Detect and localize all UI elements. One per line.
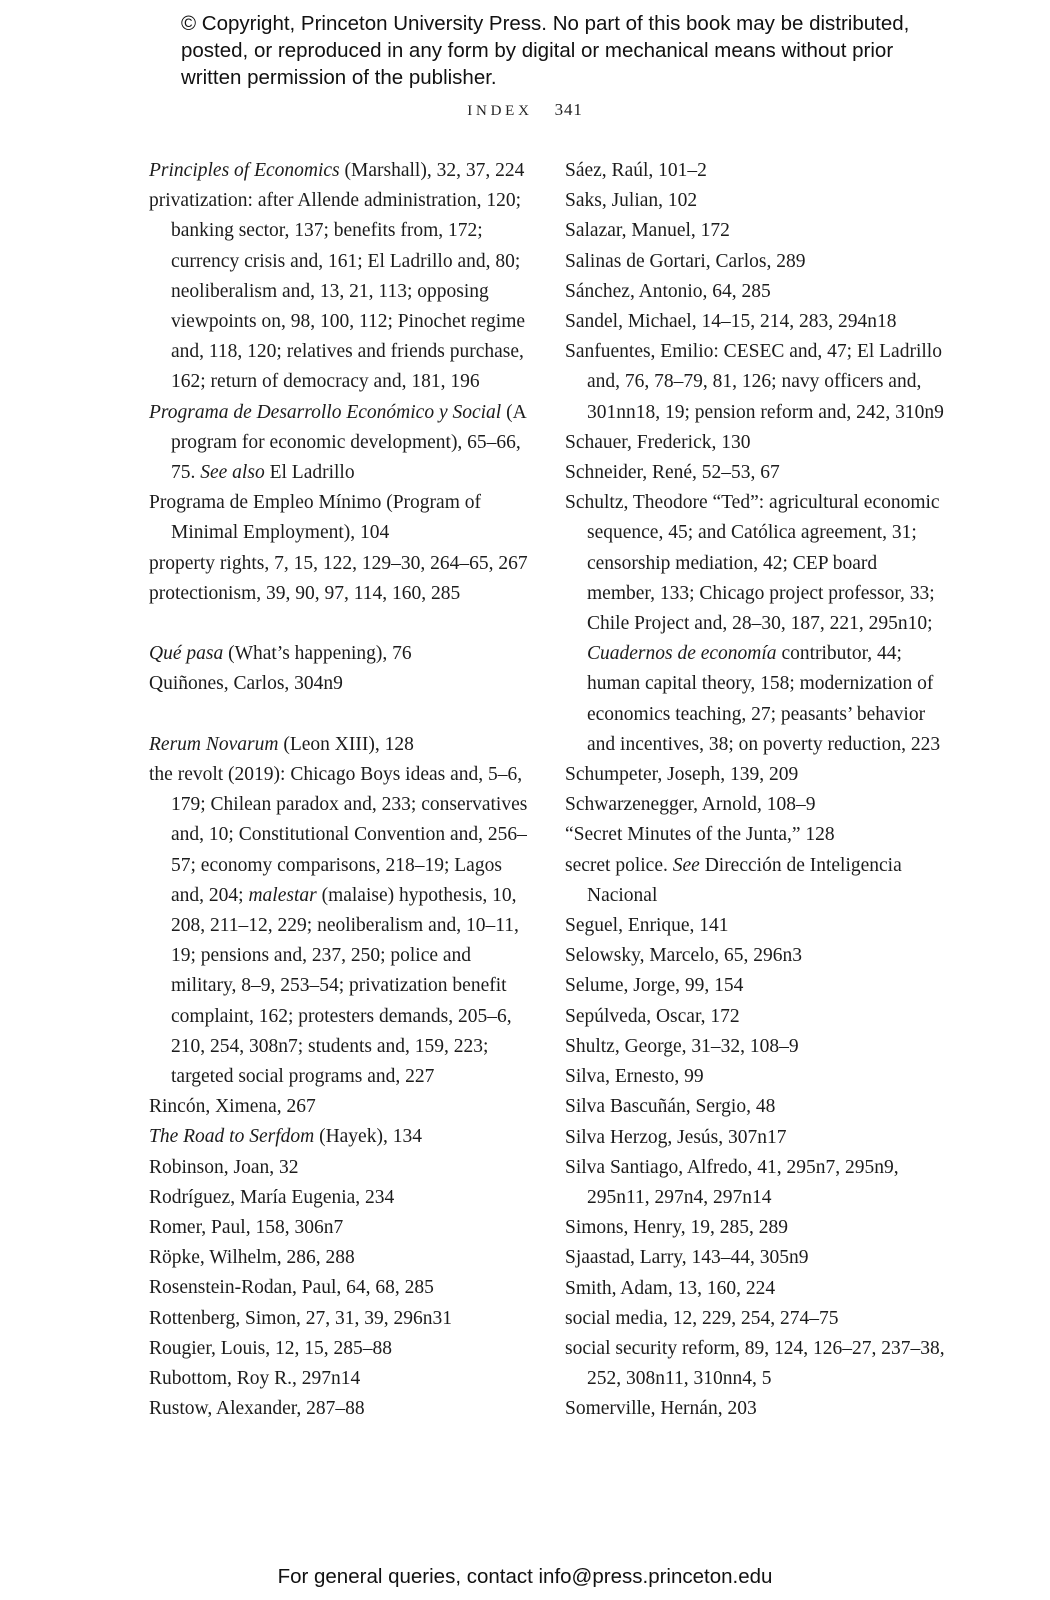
index-entry: Selume, Jorge, 99, 154 <box>565 975 744 997</box>
entry-title: Programa de Desarrollo Económico y Social <box>149 401 502 423</box>
index-entry: Quiñones, Carlos, 304n9 <box>149 673 343 695</box>
index-entry: Rougier, Louis, 12, 15, 285–88 <box>149 1337 392 1359</box>
index-entry: Sáez, Raúl, 101–2 <box>565 160 707 181</box>
index-entry: property rights, 7, 15, 122, 129–30, 264–65, 267 <box>149 552 528 574</box>
index-entry: Silva, Ernesto, 99 <box>565 1066 704 1088</box>
index-entry: Silva Santiago, Alfredo, 41, 295n7, 295n9, 295n11, 297n4, 297n14 <box>565 1156 899 1208</box>
index-entry: Sepúlveda, Oscar, 172 <box>565 1005 740 1027</box>
index-entry: Shultz, George, 31–32, 108–9 <box>565 1035 799 1057</box>
index-entry: Selowsky, Marcelo, 65, 296n3 <box>565 945 803 967</box>
index-entry: social security reform, 89, 124, 126–27, 237–38, 252, 308n11, 310nn4, 5 <box>565 1337 945 1390</box>
index-entry: Schneider, René, 52–53, 67 <box>565 462 780 484</box>
running-head <box>0 100 1050 120</box>
index-column-right <box>565 156 945 1425</box>
index-column-left <box>149 156 534 1425</box>
index-entry: privatization: after Allende administration, 120; banking sector, 137; benefits from, 172; currency crisis and, 161; El Ladrillo and, 80; neoliberalism and, 13, 21, 113; opposing viewpoints on, 98, 100, 112; Pinochet regime and, 118, 120; relatives and friends purchase, 162; return of democracy and, 181, 196 <box>149 190 526 393</box>
copyright-notice: © Copyright, Princeton University Press. No part of this book may be distributed, posted, or reproduced in any form by digital or mechanical means without prior written permission of the publisher. <box>181 12 910 89</box>
index-entry: social media, 12, 229, 254, 274–75 <box>565 1307 839 1329</box>
index-entry: “Secret Minutes of the Junta,” 128 <box>565 824 835 846</box>
index-entry: Principles of Economics (Marshall), 32, 37, 224 <box>149 160 525 181</box>
index-entry: secret police. See Dirección de Inteligencia Nacional <box>565 854 902 906</box>
index-entry: Rustow, Alexander, 287–88 <box>149 1398 365 1420</box>
index-entry: Schwarzenegger, Arnold, 108–9 <box>565 794 816 816</box>
index-entry: Smith, Adam, 13, 160, 224 <box>565 1277 776 1299</box>
index-entry: Rodríguez, María Eugenia, 234 <box>149 1186 395 1208</box>
index-entry: Robinson, Joan, 32 <box>149 1156 299 1178</box>
index-entry: Schauer, Frederick, 130 <box>565 431 751 453</box>
index-entry: Schumpeter, Joseph, 139, 209 <box>565 764 799 786</box>
footer-contact: For general queries, contact info@press.princeton.edu <box>277 1565 773 1588</box>
index-entry: Silva Bascuñán, Sergio, 48 <box>565 1096 776 1118</box>
index-entry: Simons, Henry, 19, 285, 289 <box>565 1217 788 1239</box>
index-entry: Silva Herzog, Jesús, 307n17 <box>565 1126 787 1148</box>
index-entry: The Road to Serfdom (Hayek), 134 <box>149 1126 422 1148</box>
entry-title: Rerum Novarum <box>149 733 279 755</box>
index-entry: Romer, Paul, 158, 306n7 <box>149 1217 344 1239</box>
index-entry: Röpke, Wilhelm, 286, 288 <box>149 1247 355 1269</box>
index-entry: Somerville, Hernán, 203 <box>565 1398 757 1420</box>
index-entry: Rincón, Ximena, 267 <box>149 1096 316 1118</box>
entry-title: Qué pasa <box>149 643 224 665</box>
index-entry: Seguel, Enrique, 141 <box>565 915 729 937</box>
page-number: 341 <box>554 100 583 119</box>
see-reference: See <box>672 854 700 876</box>
letter-gap <box>149 700 534 730</box>
entry-title: Principles of Economics <box>149 160 340 181</box>
index-entry: Salazar, Manuel, 172 <box>565 220 730 242</box>
index-entry: Sjaastad, Larry, 143–44, 305n9 <box>565 1247 809 1269</box>
running-head-title: INDEX <box>467 103 533 119</box>
index-entry: Qué pasa (What’s happening), 76 <box>149 643 412 665</box>
index-entry: Saks, Julian, 102 <box>565 190 698 212</box>
index-entry: Programa de Desarrollo Económico y Social (A program for economic development), 65–66, 75. See also El Ladrillo <box>149 401 526 484</box>
letter-gap <box>149 609 534 639</box>
index-entry: the revolt (2019): Chicago Boys ideas and, 5–6, 179; Chilean paradox and, 233; conservatives and, 10; Constitutional Convention and, 256–57; economy comparisons, 218–19; Lagos and, 204; malestar (malaise) hypothesis, 10, 208, 211–12, 229; neoliberalism and, 10–11, 19; pensions and, 237, 250; police and military, 8–9, 253–54; privatization benefit complaint, 162; protesters demands, 205–6, 210, 254, 308n7; students and, 159, 223; targeted social programs and, 227 <box>149 764 528 1088</box>
index-entry: Schultz, Theodore “Ted”: agricultural economic sequence, 45; and Católica agreement, 31; censorship mediation, 42; CEP board member, 133; Chicago project professor, 33; Chile Project and, 28–30, 187, 221, 295n10; Cuadernos de economía contributor, 44; human capital theory, 158; modernization of economics teaching, 27; peasants’ behavior and incentives, 38; on poverty reduction, 223 <box>565 492 941 755</box>
index-entry: protectionism, 39, 90, 97, 114, 160, 285 <box>149 582 461 604</box>
index-entry: Sanfuentes, Emilio: CESEC and, 47; El Ladrillo and, 76, 78–79, 81, 126; navy officers and, 301nn18, 19; pension reform and, 242, 310n9 <box>565 341 944 423</box>
index-entry: Rerum Novarum (Leon XIII), 128 <box>149 733 414 755</box>
entry-title: The Road to Serfdom <box>149 1126 315 1148</box>
see-also: See also <box>200 462 265 484</box>
index-entry: Programa de Empleo Mínimo (Program of Minimal Employment), 104 <box>149 492 481 544</box>
index-entry: Rosenstein-Rodan, Paul, 64, 68, 285 <box>149 1277 434 1299</box>
index-entry: Rubottom, Roy R., 297n14 <box>149 1368 361 1390</box>
index-entry: Sánchez, Antonio, 64, 285 <box>565 280 771 302</box>
index-entry: Rottenberg, Simon, 27, 31, 39, 296n31 <box>149 1307 452 1329</box>
index-entry: Salinas de Gortari, Carlos, 289 <box>565 250 806 272</box>
index-entry: Sandel, Michael, 14–15, 214, 283, 294n18 <box>565 311 897 333</box>
